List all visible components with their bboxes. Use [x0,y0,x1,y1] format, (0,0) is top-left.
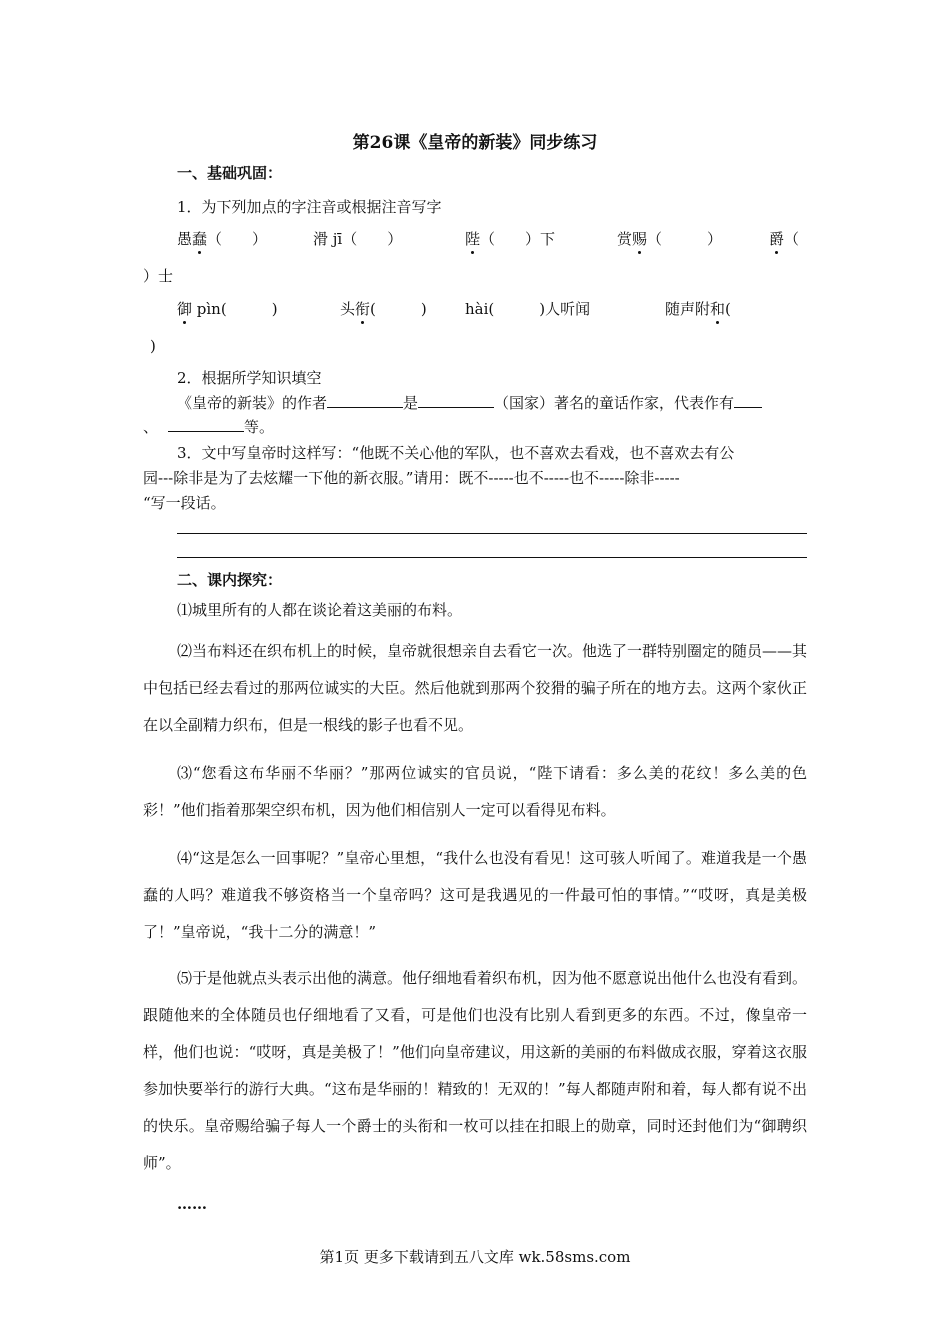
q2-text-is: 是 [403,394,419,412]
q1-item-9-dotted-char: 和 [710,300,726,318]
q1-item-2-pre: 滑 jī（ ） [313,230,403,248]
q1-item-8 [465,298,590,319]
q2-line-1 [177,392,762,413]
q1-item-9-post: ( [725,300,731,318]
q1-item-7 [340,298,427,319]
section-1-heading: 一、基础巩固： [177,164,283,182]
q1-item-4-dotted-char: 赐 [632,230,648,248]
q2-text-author: 《皇帝的新装》的作者 [177,394,328,412]
passage-paragraph-2: ⑵当布料还在织布机上的时候，皇帝就很想亲自去看它一次。他选了一群特别圈定的随员——其中包括已经去看过的那两位诚实的大臣。然后他就到那两个狡猾的骗子所在的地方去。这两个家伙正在以全副精力织布，但是一根线的影子也看不见。 [143,642,808,734]
q1-item-5-continuation [143,265,173,286]
q2-prompt: 2．根据所学知识填空 [177,369,322,387]
q1-item-5-dotted-char: 爵 [769,230,785,248]
q1-prompt: 1．为下列加点的字注音或根据注音写字 [177,198,442,216]
q1-item-7-pre: 头 [340,300,356,318]
q3-line-1: 3．文中写皇帝时这样写：“他既不关心他的军队，也不喜欢去看戏，也不喜欢去有公 [177,444,735,462]
q1-item-6-post: pìn( ) [192,300,278,318]
q1-item-3-post: （ ）下 [480,230,556,248]
q2-blank-author[interactable] [327,393,403,408]
q1-item-1-dotted-char: 蠢 [192,230,208,248]
passage-paragraph-3: ⑶“您看这布华丽不华丽？”那两位诚实的官员说，“陛下请看：多么美的花纹！多么美的色彩！”他们指着那架空织布机，因为他们相信别人一定可以看得见布料。 [143,764,807,819]
page-footer: 第1页 更多下载请到五八文库 wk.58sms.com [319,1248,631,1266]
q2-text-etc: 等。 [244,418,275,436]
q1-item-5-tail: ）士 [143,267,174,285]
q1-item-3-dotted-char: 陛 [465,230,481,248]
q1-item-7-post: ( ) [370,300,427,318]
q1-item-1 [177,228,267,249]
q2-blank-country[interactable] [418,393,494,408]
q1-item-1-post: （ ） [207,230,268,248]
q1-item-4-post: （ ） [647,230,723,248]
passage-paragraph-4: ⑷“这是怎么一回事呢？”皇帝心里想，“我什么也没有看见！这可骇人听闻了。难道我是一个愚蠢的人吗？难道我不够资格当一个皇帝吗？这可是我遇见的一件最可怕的事情。”“哎呀，真是美极了！”皇帝说，“我十二分的满意！” [143,849,807,941]
q3-line-2: 园---除非是为了去炫耀一下他的新衣服。”请用：既不-----也不-----也不-----除非----- [143,469,680,487]
q1-item-8-pre: hài( )人听闻 [465,300,591,318]
q1-item-9 [665,298,731,319]
q1-item-5-post: （ [784,230,800,248]
passage-paragraph-5: ⑸于是他就点头表示出他的满意。他仔细地看着织布机，因为他不愿意说出他什么也没有看到。跟随他来的全体随员也仔细地看了又看，可是他们也没有比别人看到更多的东西。不过，像皇帝一样，他们也说：“哎呀，真是美极了！”他们向皇帝建议，用这新的美丽的布料做成衣服，穿着这衣服参加快要举行的游行大典。“这布是华丽的！精致的！无双的！”每人都随声附和着，每人都有说不出的快乐。皇帝赐给骗子每人一个爵士的头衔和一枚可以挂在扣眼上的勋章，同时还封他们为“御聘织师”。 [143,969,808,1172]
q1-item-6-dotted-char: 御 [177,300,193,318]
q2-blank-work-1[interactable] [734,393,762,408]
q1-item-7-dotted-char: 衔 [355,300,371,318]
q1-item-4-pre: 赏 [617,230,633,248]
page-title: 第26课《皇帝的新装》同步练习 [352,133,598,153]
passage-paragraph-1: ⑴城里所有的人都在谈论着这美丽的布料。 [177,601,463,619]
q2-text-representative-works: （国家）著名的童话作家，代表作有 [494,394,735,412]
q2-text-comma: 、 [143,418,159,436]
q1-item-3 [465,228,555,249]
section-2-heading: 二、课内探究： [177,571,283,589]
q1-item-9-continuation [150,337,156,355]
q1-item-9-pre: 随声附 [665,300,711,318]
q1-item-2 [313,228,402,249]
q2-line-2 [143,416,274,437]
answer-line-1[interactable] [177,533,807,534]
q1-item-6 [177,298,278,319]
passage-ellipsis: …… [177,1195,207,1213]
q3-line-3: “写一段话。 [143,494,226,512]
answer-line-2[interactable] [177,557,807,558]
q1-item-9-tail: ) [150,337,156,355]
q1-item-1-pre: 愚 [177,230,193,248]
q1-item-4 [617,228,722,249]
q1-item-5 [769,228,799,249]
q2-blank-work-2[interactable] [168,417,244,432]
